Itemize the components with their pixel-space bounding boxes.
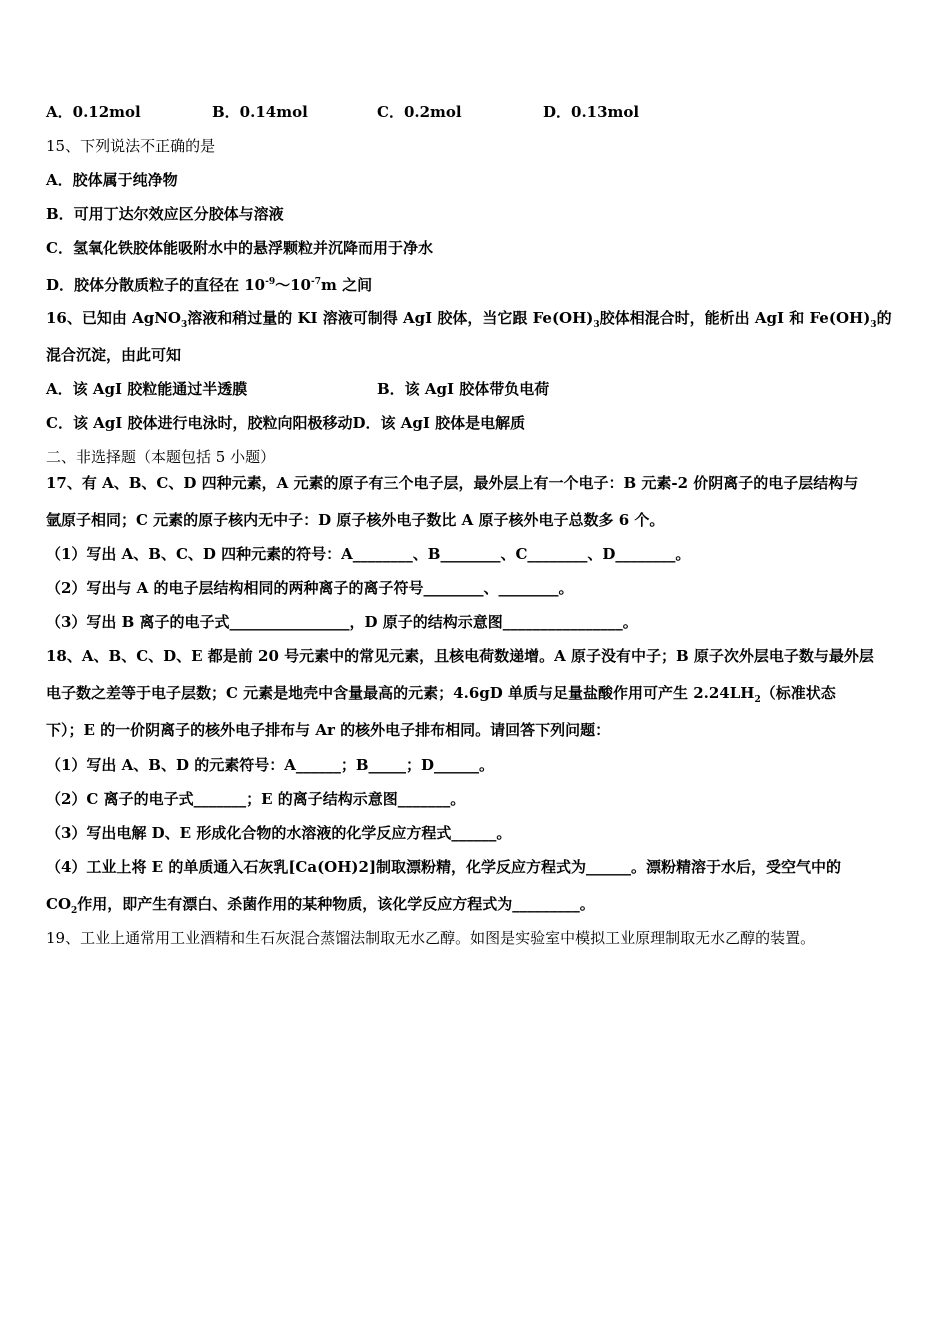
q18-part1: （1）写出 A、B、D 的元素符号：A______；B_____；D______。 (46, 756, 495, 774)
q18-p5-b: 作用，即产生有漂白、杀菌作用的某种物质，该化学反应方程式为_________。 (77, 895, 595, 913)
q15-option-c: C．氢氧化铁胶体能吸附水中的悬浮颗粒并沉降而用于净水 (46, 239, 433, 257)
q15-option-b: B．可用丁达尔效应区分胶体与溶液 (46, 205, 284, 223)
q18-l2-sub: 2 (754, 695, 761, 705)
q15-option-a: A．胶体属于纯净物 (46, 171, 178, 189)
q17-stem-line1: 17、有 A、B、C、D 四种元素，A 元素的原子有三个电子层，最外层上有一个电子：B 元素-2 价阴离子的电子层结构与 (46, 474, 859, 492)
q15-d-post: m 之间 (320, 276, 373, 294)
q15-d-text: D．胶体分散质粒子的直径在 10 (46, 276, 266, 294)
section-heading: 二、非选择题（本题包括 5 小题） (46, 448, 276, 466)
q16-l1-a: 16、已知由 AgNO (46, 309, 182, 327)
q17-part3: （3）写出 B 离子的电子式________________，D 原子的结构示意图________________。 (46, 613, 638, 631)
q16-l1-sub3: 3 (870, 320, 877, 330)
q15-stem: 15、下列说法不正确的是 (46, 137, 216, 155)
q18-part3: （3）写出电解 D、E 形成化合物的水溶液的化学反应方程式______。 (46, 824, 512, 842)
q15-option-d (46, 272, 372, 295)
q18-l2-b: （标准状态 (760, 684, 836, 702)
q18-p5-sub: 2 (71, 906, 78, 916)
q19-stem: 19、工业上通常用工业酒精和生石灰混合蒸馏法制取无水乙醇。如图是实验室中模拟工业原理制取无水乙醇的装置。 (46, 929, 816, 947)
q15-d-mid: ～10 (275, 276, 311, 294)
q16-stem-line1 (46, 308, 892, 335)
q14-option-a: A．0.12mol (46, 103, 141, 121)
q16-option-b: B．该 AgI 胶体带负电荷 (377, 380, 550, 398)
q16-l1-d: 的 (876, 309, 892, 327)
q15-d-exp1: -9 (265, 277, 276, 287)
q18-stem-line1: 18、A、B、C、D、E 都是前 20 号元素中的常见元素，且核电荷数递增。A 原子没有中子；B 原子次外层电子数与最外层 (46, 647, 874, 665)
q16-stem-line2: 混合沉淀，由此可知 (46, 346, 182, 364)
q16-l1-sub1: 3 (181, 320, 188, 330)
q18-part4-cont (46, 894, 595, 921)
q18-l2-a: 电子数之差等于电子层数；C 元素是地壳中含量最高的元素；4.6gD 单质与足量盐酸作用可产生 2.24LH (46, 684, 755, 702)
q16-option-cd: C．该 AgI 胶体进行电泳时，胶粒向阳极移动D．该 AgI 胶体是电解质 (46, 414, 526, 432)
q16-l1-b: 溶液和稍过量的 KI 溶液可制得 AgI 胶体，当它跟 Fe(OH) (187, 309, 594, 327)
q17-part2: （2）写出与 A 的电子层结构相同的两种离子的离子符号________、________。 (46, 579, 574, 597)
q18-stem-line3: 下）；E 的一价阴离子的核外电子排布与 Ar 的核外电子排布相同。请回答下列问题： (46, 721, 611, 739)
q18-p5-a: CO (46, 895, 72, 913)
q14-option-b: B．0.14mol (212, 103, 308, 121)
q17-stem-line2: 氩原子相同；C 元素的原子核内无中子：D 原子核外电子数比 A 原子核外电子总数多 6 个。 (46, 511, 665, 529)
q18-stem-line2 (46, 683, 836, 710)
q16-l1-sub2: 3 (593, 320, 600, 330)
q16-l1-c: 胶体相混合时，能析出 AgI 和 Fe(OH) (599, 309, 871, 327)
q14-option-c: C．0.2mol (377, 103, 462, 121)
q15-d-exp2: -7 (310, 277, 321, 287)
q14-option-d: D．0.13mol (543, 103, 640, 121)
q16-option-a: A．该 AgI 胶粒能通过半透膜 (46, 380, 248, 398)
q18-part2: （2）C 离子的电子式_______；E 的离子结构示意图_______。 (46, 790, 466, 808)
q18-part4: （4）工业上将 E 的单质通入石灰乳[Ca(OH)2]制取漂粉精，化学反应方程式为______。漂粉精溶于水后，受空气中的 (46, 858, 842, 876)
q17-part1: （1）写出 A、B、C、D 四种元素的符号：A________、B________、C________、D________。 (46, 545, 691, 563)
